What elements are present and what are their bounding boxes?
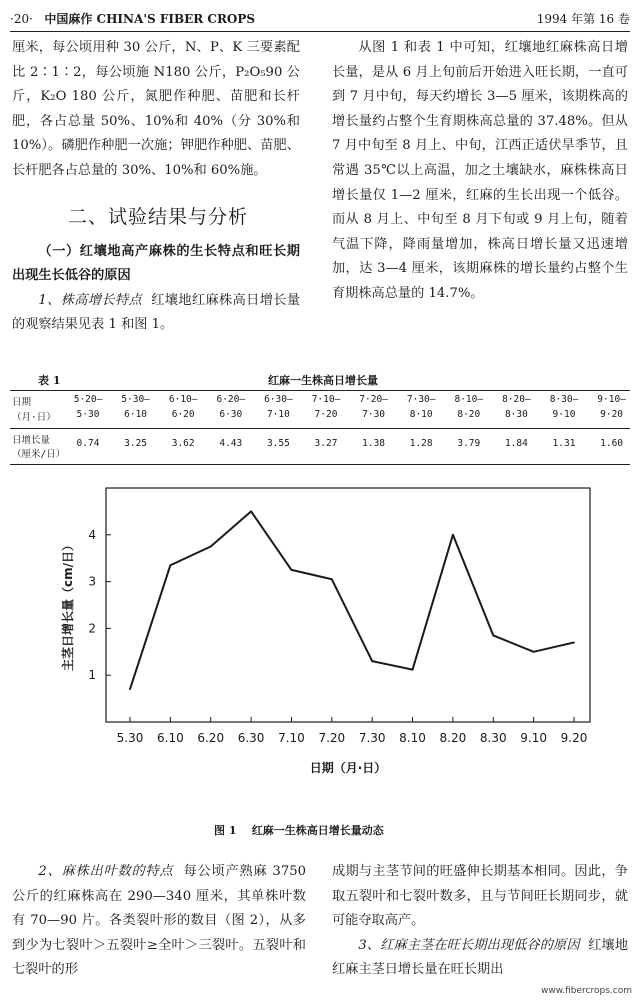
period-end-cell: 6·10 [124, 409, 148, 420]
right-column-bottom [332, 860, 628, 983]
period-start-cell: 5·20— [73, 394, 103, 405]
figure-1-line-chart [0, 470, 640, 790]
table-title: 红麻一生株高日增长量 [268, 374, 378, 387]
period-end-cell: 7·10 [266, 409, 290, 420]
period-start-cell: 6·10— [168, 394, 198, 405]
x-tick-label: 7.10 [278, 731, 305, 745]
table-mid-rule [10, 428, 630, 429]
left-column-top [12, 36, 300, 338]
item3-text: 红壤地红麻主茎日增长量在旺长期出 [332, 937, 629, 978]
period-end-cell: 8·20 [457, 409, 481, 420]
item1-label: 1、株高增长特点 [38, 292, 143, 308]
page-number: ·20· [10, 12, 33, 26]
x-axis-label: 日期（月·日） [309, 761, 387, 775]
growth-value-cell: 3.62 [171, 438, 195, 449]
table-label: 表 1 [38, 374, 61, 387]
x-tick-label: 7.30 [358, 731, 386, 745]
x-tick-label: 9.10 [520, 731, 547, 745]
growth-value-cell: 3.55 [266, 438, 290, 449]
period-end-cell: 8·30 [504, 409, 528, 420]
data-point [129, 688, 131, 690]
growth-value-cell: 1.38 [362, 438, 386, 449]
data-point [291, 569, 293, 571]
period-end-cell: 7·30 [362, 409, 386, 420]
period-start-cell: 6·30— [264, 394, 293, 405]
figure-caption [214, 822, 384, 838]
period-end-cell: 5·30 [76, 409, 100, 420]
item3-label: 3、红麻主茎在旺长期出现低谷的原因 [358, 937, 580, 953]
fertilizer-paragraph: 厘米，每公顷用种 30 公斤，N、P、K 三要素配比 2∶1∶2，每公顷施 N180 公斤，P₂O₅90 公斤，K₂O 180 公斤，氮肥作种肥、苗肥和长杆肥，各占总量 50%、10%和 40%（分 30%和 10%）。磷肥作种肥一次施；钾肥作种肥、苗肥、长杆肥各占总量的 30%、10%和 60%施。 [12, 40, 300, 178]
data-point [331, 578, 333, 580]
growth-series-line [130, 511, 574, 689]
item2-text: 每公顷产熟麻 3750 公斤的红麻株高在 290—340 厘米，其单株叶数有 70—90 片。各类裂叶形的数目（图 2），从多到少为七裂叶＞五裂叶≥全叶＞三裂叶。五裂叶和七裂叶的形 [12, 864, 306, 978]
x-tick-label: 5.30 [116, 731, 144, 745]
period-end-cell: 8·10 [409, 409, 433, 420]
period-end-cell: 6·30 [219, 409, 243, 420]
growth-value-cell: 0.74 [76, 438, 100, 449]
period-start-cell: 8·30— [549, 394, 579, 405]
item2-paragraph [12, 860, 306, 983]
data-point [371, 660, 373, 662]
item3-paragraph [332, 934, 628, 983]
period-start-cell: 7·30— [406, 394, 436, 405]
data-point [412, 669, 414, 671]
period-start-cell: 8·10— [454, 394, 484, 405]
x-tick-label: 8.20 [439, 731, 467, 745]
x-tick-label: 6.10 [157, 731, 184, 745]
period-end-cell: 7·20 [314, 409, 338, 420]
right-column-top [332, 36, 628, 307]
y-axis-label: 主茎日增长量（cm/日） [61, 538, 75, 672]
period-start-cell: 9·10— [597, 394, 626, 405]
table-1 [0, 392, 640, 462]
issue-info: 1994 年第 16 卷 [536, 12, 630, 26]
data-point [452, 534, 454, 536]
header-left [10, 10, 255, 27]
period-end-cell: 9·20 [600, 409, 624, 420]
period-start-cell: 6·20— [216, 394, 246, 405]
growth-value-cell: 1.31 [552, 438, 576, 449]
growth-value-cell: 3.27 [314, 438, 338, 449]
growth-value-cell: 1.84 [504, 438, 528, 449]
x-tick-label: 9.20 [560, 731, 588, 745]
site-watermark: www.fibercrops.com [541, 986, 632, 996]
row-sublabel-date: （月·日） [12, 412, 56, 423]
leaf-stage-paragraph: 成期与主茎节间的旺盛伸长期基本相同。因此，争取五裂叶和七裂叶数多，且与节间旺长期同步，就可能夺取高产。 [332, 864, 628, 929]
growth-value-cell: 1.60 [600, 438, 624, 449]
data-point [250, 511, 252, 513]
growth-value-cell: 3.25 [124, 438, 148, 449]
data-point [492, 635, 494, 637]
growth-analysis-paragraph: 从图 1 和表 1 中可知，红壤地红麻株高日增长量，是从 6 月上旬前后开始进入旺长期，一直可到 7 月中旬，每天约增长 3—5 厘米，该期株高的增长量约占整个生育期株高总量的 37.48%。但从 7 月中旬至 8 月上、中旬，江西正适伏旱季节，且常遇 35℃以上高温，加之土壤缺水，麻株株高日增长量仅 1—2 厘米，红麻的生长出现一个低谷。而从 8 月上、中旬至 8 月下旬或 9 月上旬，随着气温下降，降雨量增加，株高日增长量又迅速增加，达 3—4 厘米，该期麻株的增长量约占整个生育期株高总量的 14.7%。 [332, 40, 628, 301]
row-sublabel-growth: （厘米/日） [12, 449, 66, 460]
left-column-bottom [12, 860, 306, 983]
plot-frame [106, 488, 590, 722]
y-tick-label: 4 [88, 527, 96, 542]
growth-value-cell: 3.79 [457, 438, 481, 449]
row-label-growth: 日增长量 [12, 435, 51, 446]
item1-text: 红壤地红麻株高日增长量的观察结果见表 1 和图 1。 [12, 292, 301, 333]
period-start-cell: 7·20— [359, 394, 388, 405]
subsection-heading: （一）红壤地高产麻株的生长特点和旺长期出现生长低谷的原因 [12, 243, 300, 284]
y-tick-label: 2 [88, 621, 96, 636]
table-top-rule [10, 390, 630, 391]
item1-paragraph [12, 289, 300, 338]
period-end-cell: 9·10 [552, 409, 576, 420]
growth-value-cell: 1.28 [409, 438, 433, 449]
figure-number: 图 1 [214, 824, 237, 837]
header-rule [10, 31, 630, 32]
x-tick-label: 6.30 [237, 731, 265, 745]
x-tick-label: 6.20 [197, 731, 225, 745]
period-start-cell: 8·20— [502, 394, 531, 405]
data-point [169, 564, 171, 566]
journal-name: 中国麻作 CHINA'S FIBER CROPS [44, 12, 256, 26]
section-heading: 二、试验结果与分析 [68, 205, 249, 228]
period-start-cell: 5·30— [121, 394, 150, 405]
x-tick-label: 8.10 [399, 731, 426, 745]
figure-caption-text: 红麻一生株高日增长量动态 [251, 824, 384, 837]
y-tick-label: 3 [88, 574, 96, 589]
data-point [573, 642, 575, 644]
running-header [10, 8, 630, 30]
data-point [533, 651, 535, 653]
x-tick-label: 7.20 [318, 731, 346, 745]
table-bottom-rule [10, 464, 630, 465]
period-start-cell: 7·10— [311, 394, 341, 405]
y-tick-label: 1 [88, 668, 96, 683]
growth-value-cell: 4.43 [219, 438, 243, 449]
item2-label: 2、麻株出叶数的特点 [38, 864, 174, 879]
row-label-date: 日期 [12, 397, 32, 408]
data-point [210, 546, 212, 548]
period-end-cell: 6·20 [171, 409, 195, 420]
x-tick-label: 8.30 [479, 731, 507, 745]
